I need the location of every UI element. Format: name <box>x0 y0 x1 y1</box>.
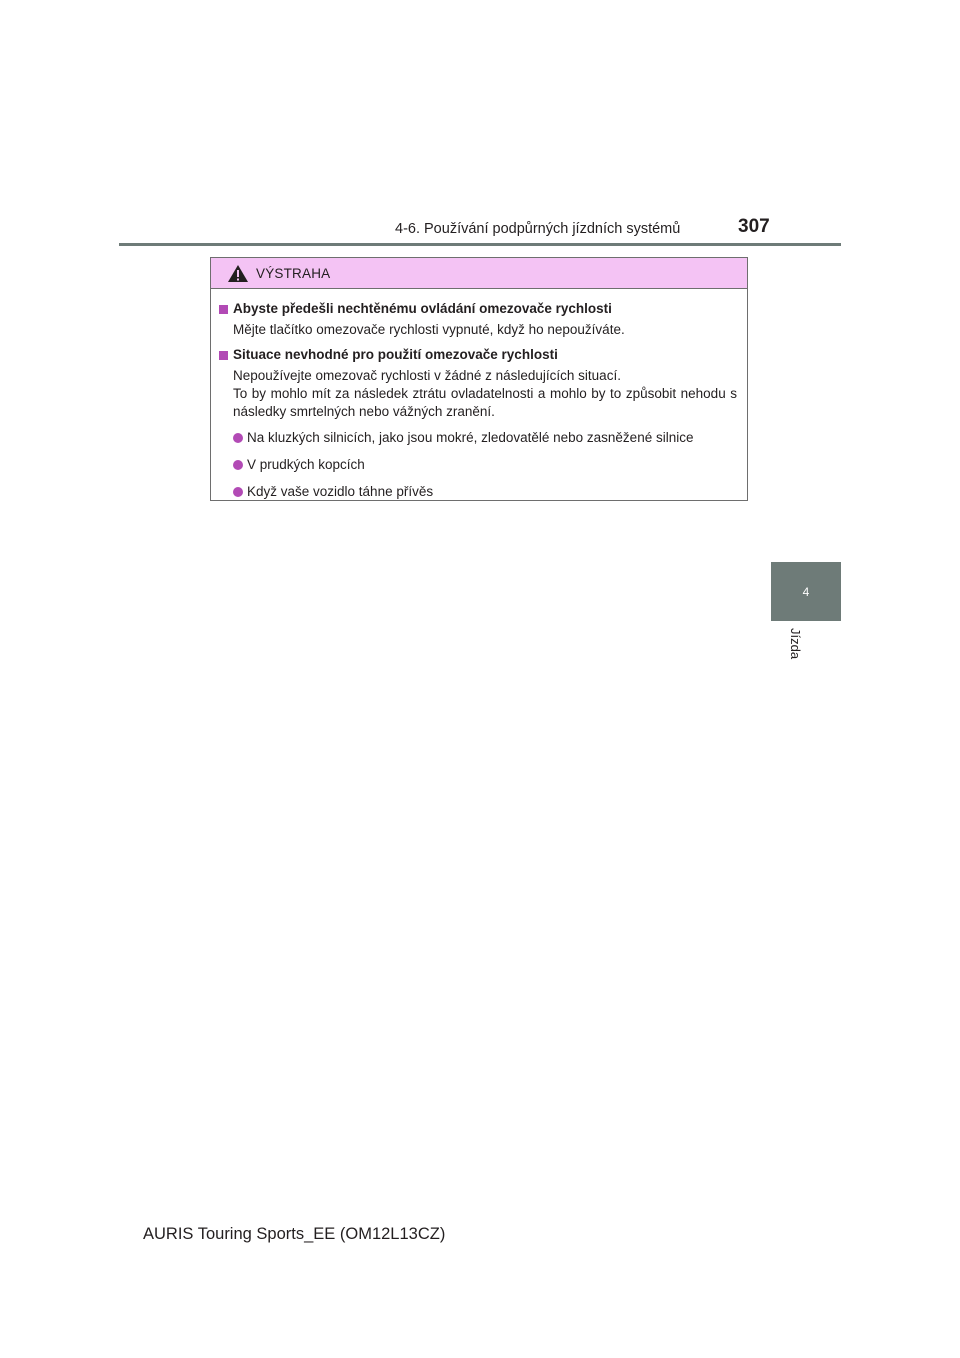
dot-bullet-icon <box>233 433 243 443</box>
warning-body <box>211 289 747 501</box>
section-heading <box>219 346 737 364</box>
section-heading-text: Abyste předešli nechtěnému ovládání omezovače rychlosti <box>233 301 612 316</box>
footer-model-code: AURIS Touring Sports_EE (OM12L13CZ) <box>143 1225 446 1243</box>
list-item-text: Na kluzkých silnicích, jako jsou mokré, zledovatělé nebo zasněžené silnice <box>247 430 694 445</box>
header-rule <box>119 243 841 246</box>
dot-bullet-icon <box>233 460 243 470</box>
section-text: Mějte tlačítko omezovače rychlosti vypnuté, když ho nepoužíváte. <box>233 322 625 337</box>
section-title: 4-6. Používání podpůrných jízdních systémů <box>395 221 681 237</box>
warning-box <box>210 257 748 501</box>
warning-triangle-icon <box>227 264 249 283</box>
list-item-text: Když vaše vozidlo táhne přívěs <box>247 484 434 499</box>
warning-title: VÝSTRAHA <box>256 265 331 281</box>
square-bullet-icon <box>219 351 228 360</box>
chapter-tab <box>771 562 841 621</box>
page-number: 307 <box>738 216 770 237</box>
chapter-number: 4 <box>802 584 810 599</box>
dot-bullet-icon <box>233 487 243 497</box>
chapter-name: Jízda <box>788 628 803 660</box>
list-item <box>219 429 737 447</box>
warning-header <box>211 258 747 289</box>
list-item-text: V prudkých kopcích <box>247 457 365 472</box>
bullet-list <box>219 429 737 501</box>
section-heading <box>219 300 737 318</box>
list-item <box>219 456 737 474</box>
section-heading-text: Situace nevhodné pro použití omezovače rychlosti <box>233 347 558 362</box>
square-bullet-icon <box>219 305 228 314</box>
list-item <box>219 483 737 501</box>
section-text: To by mohlo mít za následek ztrátu ovladatelnosti a mohlo by to způsobit nehodu s následky smrtelných nebo vážných zranění. <box>233 386 737 419</box>
section-text: Nepoužívejte omezovač rychlosti v žádné z následujících situací. <box>233 368 621 383</box>
